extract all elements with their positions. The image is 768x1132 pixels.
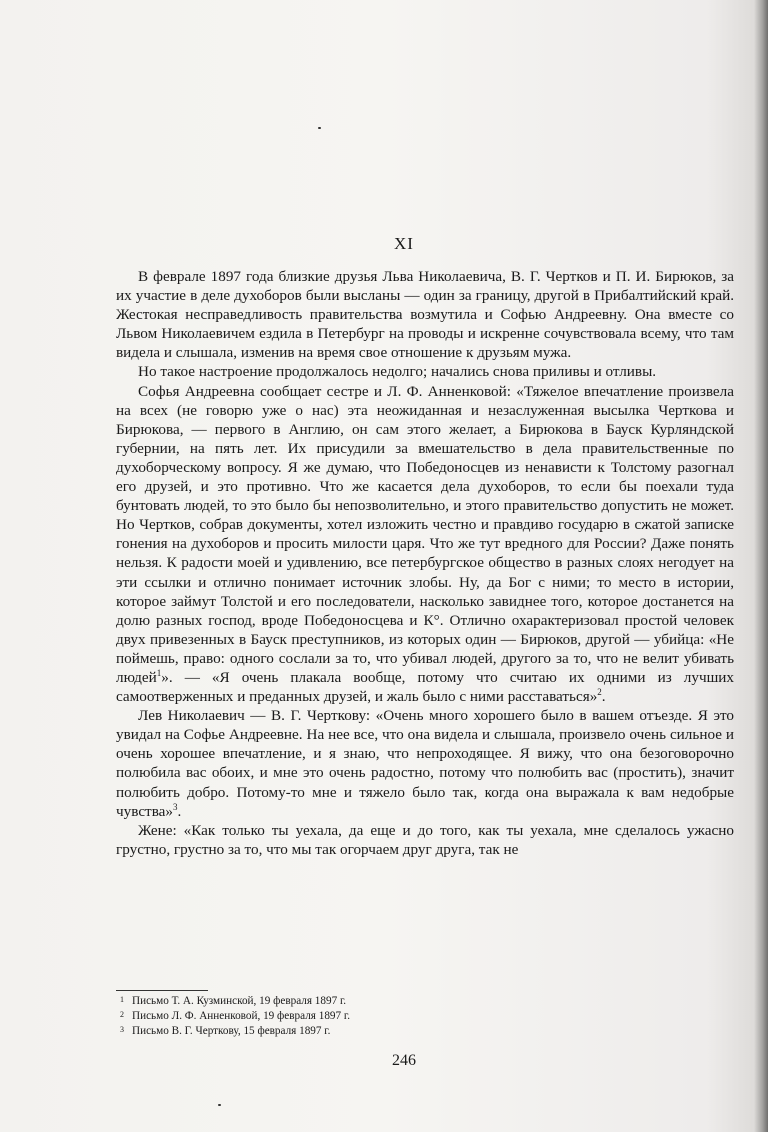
footnote-number: 1 (120, 995, 124, 1004)
footnote-number: 2 (120, 1010, 124, 1019)
scan-speck (318, 127, 321, 129)
footnote-number: 3 (120, 1025, 124, 1034)
footnote-rule (116, 990, 208, 991)
footnote (116, 994, 516, 1009)
paragraph-4: Лев Николаевич — В. Г. Черткову: «Очень много хорошего было в вашем отъезде. Я это увидал на Софье Андреевне. На нее все, что она видела и слышала, произвело очень сильное и очень хорошее впечатление, и я знаю, что непроходящее. Я вижу, что она безоговорочно полюбила вас обоих, и мне это очень радостно, потому что полюбить вас (простить), значит полюбить добро. Потому-то мне и тяжело было так, когда она выражала к вам недобрые чувства»$^3$. (116, 707, 734, 820)
paragraph-1: В феврале 1897 года близкие друзья Льва Николаевича, В. Г. Чертков и П. И. Бирюков, за их участие в деле духоборов были высланы — один за границу, другой в Прибалтийский край. Жестокая несправедливость правительства возмутила и Софью Андреевну. Она вместе со Львом Николаевичем ездила в Петербург на проводы и искренне сочувствовала всему, что там видела и слышала, изменив на время свое отношение к друзьям мужа. (116, 268, 734, 362)
paragraph-5: Жене: «Как только ты уехала, да еще и до того, как ты уехала, мне сделалось ужасно грустно, грустно за то, что мы так огорчаем друг друга, так не (116, 821, 734, 858)
footnote-text: Письмо Т. А. Кузминской, 19 февраля 1897 г. (132, 995, 347, 1007)
scan-speck (218, 1104, 221, 1106)
footnote-text: Письмо В. Г. Черткову, 15 февраля 1897 г. (132, 1025, 331, 1037)
chapter-heading: XI (394, 234, 414, 253)
footnote (116, 1009, 516, 1024)
paragraph-3: Софья Андреевна сообщает сестре и Л. Ф. Анненковой: «Тяжелое впечатление произвела на всех (не говорю уже о нас) эта неожиданная и незаслуженная высылка Черткова и Бирюкова, — первого в Англию, он сам этого желает, а Бирюкова в Бауск Курляндской губернии, на пять лет. Их присудили за вмешательство в дела правительственные по духоборческому вопросу. Я же думаю, что Победоносцев из ненависти к Толстому разогнал его друзей, и это противно. Что же касается дела духоборов, то если бы поехали туда бунтовать людей, то это было бы непозволительно, и этого правительство допустить не может. Но Чертков, собрав документы, хотел изложить честно и правдиво государю в сжатой записке гонения на духоборов и просить милости царя. Что же тут вредного для России? Даже понять нельзя. К радости моей и удивлению, все петербургское общество в разных слоях негодует на эти ссылки и отлично понимает источник злобы. Ну, да Бог с ними; то место в истории, которое займут Толстой и его последователи, насколько завиднее того, которое достанется на долю разных господ, вроде Победоносцева и К°. Отлично охарактеризовал простой человек двух привезенных в Бауск преступников, из которых один — Бирюков, другой — убийца: «Не поймешь, право: одного сослали за то, что убивал людей, другого за то, что не велит убивать людей$^1$». — «Я очень плакала вообще, потому что считаю их одними из лучших самоотверженных и преданных друзей, и жаль было с ними расставаться»$^2$. (116, 382, 734, 706)
footnote-text: Письмо Л. Ф. Анненковой, 19 февраля 1897 г. (132, 1010, 351, 1022)
page-number: 246 (392, 1052, 416, 1069)
footnotes (116, 994, 516, 1039)
footnote (116, 1024, 516, 1039)
page-edge-shadow (754, 0, 768, 1132)
main-text (116, 267, 734, 859)
paragraph-2: Но такое настроение продолжалось недолго; начались снова приливы и отливы. (138, 363, 657, 381)
